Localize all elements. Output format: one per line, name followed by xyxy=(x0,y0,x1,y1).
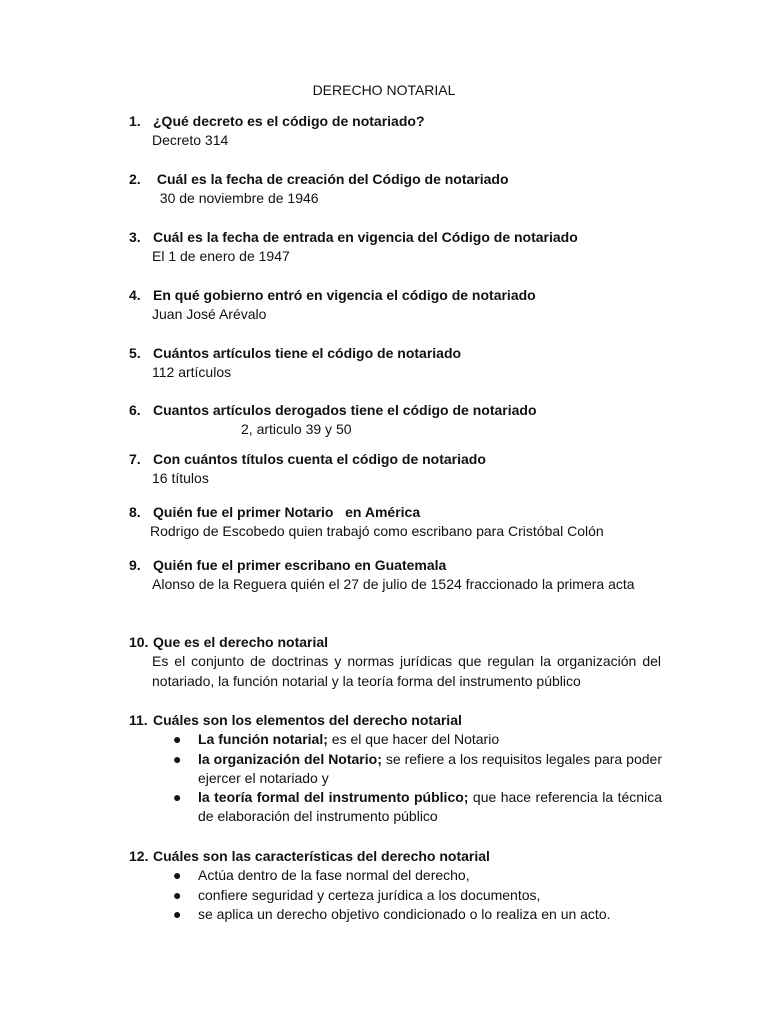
answer-text: Decreto 314 xyxy=(152,132,229,149)
characteristics-list xyxy=(129,866,674,924)
bullet-icon: ● xyxy=(173,750,182,767)
question-text: En qué gobierno entró en vigencia el código de notariado xyxy=(153,287,536,303)
question-9 xyxy=(129,556,674,595)
bullet-icon: ● xyxy=(173,731,182,748)
page-title: DERECHO NOTARIAL xyxy=(312,82,456,98)
question-text: Quién fue el primer escribano en Guatemala xyxy=(153,557,447,573)
question-text: ¿Qué decreto es el código de notariado? xyxy=(153,113,425,129)
bullet-icon: ● xyxy=(173,867,182,884)
question-7 xyxy=(129,450,674,489)
question-number: 1. xyxy=(129,113,141,129)
question-text: Cuántos artículos tiene el código de notariado xyxy=(153,345,462,361)
question-text: Quién fue el primer Notario en América xyxy=(153,504,421,520)
bullet-icon: ● xyxy=(173,789,182,806)
answer-text: Juan José Arévalo xyxy=(152,306,267,323)
list-item: ● La función notarial; es el que hacer del Notario xyxy=(129,730,662,749)
list-item: ● la organización del Notario; se refiere a los requisitos legales para poder ejercer el notariado y xyxy=(173,750,662,786)
question-number: 12. xyxy=(129,848,149,864)
question-2 xyxy=(129,170,674,209)
question-number: 6. xyxy=(129,402,141,418)
answer-text: Es el conjunto de doctrinas y normas jurídicas que regulan la organización del notariado, la función notarial y la teoría forma del instrumento público xyxy=(152,653,661,689)
question-text: Cuál es la fecha de creación del Código de notariado xyxy=(153,171,509,187)
bullet-icon: ● xyxy=(173,905,182,922)
answer-text: 112 artículos xyxy=(152,364,232,381)
question-11 xyxy=(129,711,674,827)
question-text: Cuáles son los elementos del derecho notarial xyxy=(153,712,462,728)
question-number: 10. xyxy=(129,634,149,650)
question-text: Que es el derecho notarial xyxy=(153,634,329,650)
question-number: 5. xyxy=(129,345,141,361)
bullet-icon: ● xyxy=(173,886,182,903)
question-number: 2. xyxy=(129,171,141,187)
answer-text: 16 títulos xyxy=(152,470,209,487)
list-item: ● se aplica un derecho objetivo condicionado o lo realiza en un acto. xyxy=(129,905,662,924)
question-number: 8. xyxy=(129,504,141,520)
question-3 xyxy=(129,228,674,267)
list-item: ● confiere seguridad y certeza jurídica a los documentos, xyxy=(129,886,662,905)
question-number: 11. xyxy=(129,712,148,728)
question-6 xyxy=(129,401,674,440)
answer-text: Rodrigo de Escobedo quien trabajó como escribano para Cristóbal Colón xyxy=(150,523,604,540)
question-text: Cuál es la fecha de entrada en vigencia del Código de notariado xyxy=(153,229,578,245)
question-text: Con cuántos títulos cuenta el código de notariado xyxy=(153,451,486,467)
question-5 xyxy=(129,344,674,383)
question-12 xyxy=(129,847,674,924)
answer-text: El 1 de enero de 1947 xyxy=(152,248,290,265)
elements-list xyxy=(129,730,674,826)
answer-text: 30 de noviembre de 1946 xyxy=(152,190,319,207)
question-number: 4. xyxy=(129,287,141,303)
question-text: Cuáles son las características del derecho notarial xyxy=(153,848,490,864)
list-item: ● Actúa dentro de la fase normal del derecho, xyxy=(129,866,662,885)
question-number: 7. xyxy=(129,451,141,467)
question-text: Cuantos artículos derogados tiene el código de notariado xyxy=(153,402,537,418)
question-10 xyxy=(129,633,674,691)
question-4 xyxy=(129,286,674,325)
list-item: ● la teoría formal del instrumento público; que hace referencia la técnica de elaboración del instrumento público xyxy=(173,789,662,825)
question-number: 9. xyxy=(129,557,141,573)
answer-text: Alonso de la Reguera quién el 27 de julio de 1524 fraccionado la primera acta xyxy=(152,576,635,593)
question-number: 3. xyxy=(129,229,141,245)
question-8 xyxy=(129,503,674,542)
question-1 xyxy=(129,112,674,151)
answer-text: 2, articulo 39 y 50 xyxy=(241,421,352,438)
